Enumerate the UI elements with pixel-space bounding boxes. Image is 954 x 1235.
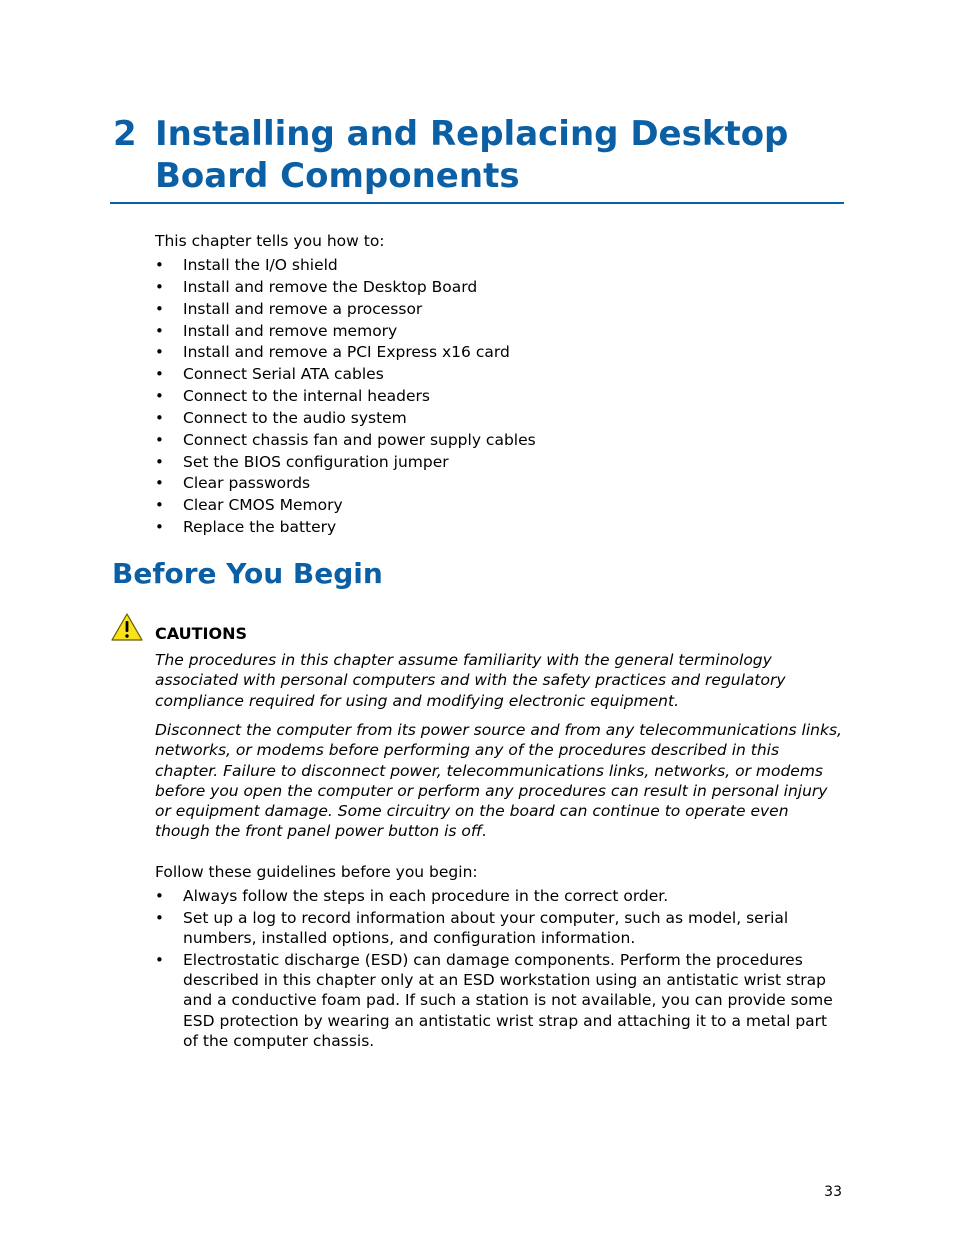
chapter-underline — [110, 202, 844, 204]
chapter-heading — [110, 113, 844, 197]
list-item: • Connect chassis fan and power supply cables — [155, 430, 845, 452]
chapter-title: Installing and Replacing Desktop Board Components — [155, 114, 789, 196]
list-item: • Set the BIOS configuration jumper — [155, 452, 845, 474]
list-item: • Replace the battery — [155, 517, 845, 539]
list-item: • Install and remove a processor — [155, 299, 845, 321]
bullet-icon: • — [155, 474, 164, 493]
caution-paragraph: The procedures in this chapter assume familiarity with the general terminology associated with personal computers and with the safety practices and regulatory compliance required for using and modifying electronic equipment. — [155, 651, 786, 710]
caution-paragraph: Disconnect the computer from its power source and from any telecommunications links, networks, or modems before performing any of the procedures described in this chapter. Failure to disconnect power, telecommunications links, networks, or modems before you open the computer or perform any procedures can result in personal injury or equipment damage. Some circuitry on the board can continue to operate even though the front panel power button is off. — [155, 721, 842, 841]
bullet-icon: • — [155, 496, 164, 515]
list-item: • Clear passwords — [155, 473, 845, 495]
bullet-icon: • — [155, 408, 164, 427]
cautions-label: CAUTIONS — [155, 624, 248, 643]
bullet-icon: • — [155, 321, 164, 340]
bullet-icon: • — [155, 452, 164, 471]
guidelines-list — [155, 886, 845, 1053]
bullet-icon: • — [155, 343, 164, 362]
list-item: • Electrostatic discharge (ESD) can damage components. Perform the procedures described in this chapter only at an ESD workstation using an antistatic wrist strap and a conductive foam pad. If such a station is not available, you can provide some ESD protection by wearing an antistatic wrist strap and attaching it to a metal part of the computer chassis. — [155, 950, 833, 1051]
list-item: • Set up a log to record information about your computer, such as model, serial numbers, installed options, and configuration information. — [155, 908, 789, 948]
bullet-icon: • — [155, 908, 164, 927]
section-heading: Before You Begin — [112, 557, 383, 590]
bullet-icon: • — [155, 430, 164, 449]
list-item: • Install and remove a PCI Express x16 card — [155, 342, 845, 364]
bullet-icon: • — [155, 277, 164, 296]
list-item: • Connect to the audio system — [155, 408, 845, 430]
bullet-icon: • — [155, 365, 164, 384]
list-item: • Install and remove memory — [155, 321, 845, 343]
bullet-icon: • — [155, 887, 164, 905]
list-item: • Connect to the internal headers — [155, 386, 845, 408]
warning-icon — [110, 612, 144, 642]
bullet-icon: • — [155, 256, 164, 274]
chapter-number: 2 — [113, 114, 137, 154]
bullet-icon: • — [155, 950, 164, 969]
topic-list — [155, 255, 845, 539]
list-item: • Always follow the steps in each procedure in the correct order. — [155, 887, 669, 905]
bullet-icon: • — [155, 518, 164, 537]
guidelines-intro: Follow these guidelines before you begin: — [155, 863, 478, 881]
bullet-icon: • — [155, 387, 164, 406]
intro-text: This chapter tells you how to: — [155, 232, 385, 250]
list-item: • Install the I/O shield — [155, 255, 845, 277]
list-item: • Install and remove the Desktop Board — [155, 277, 845, 299]
list-item: • Clear CMOS Memory — [155, 495, 845, 517]
list-item: • Connect Serial ATA cables — [155, 364, 845, 386]
page-number: 33 — [824, 1184, 842, 1200]
bullet-icon: • — [155, 299, 164, 318]
